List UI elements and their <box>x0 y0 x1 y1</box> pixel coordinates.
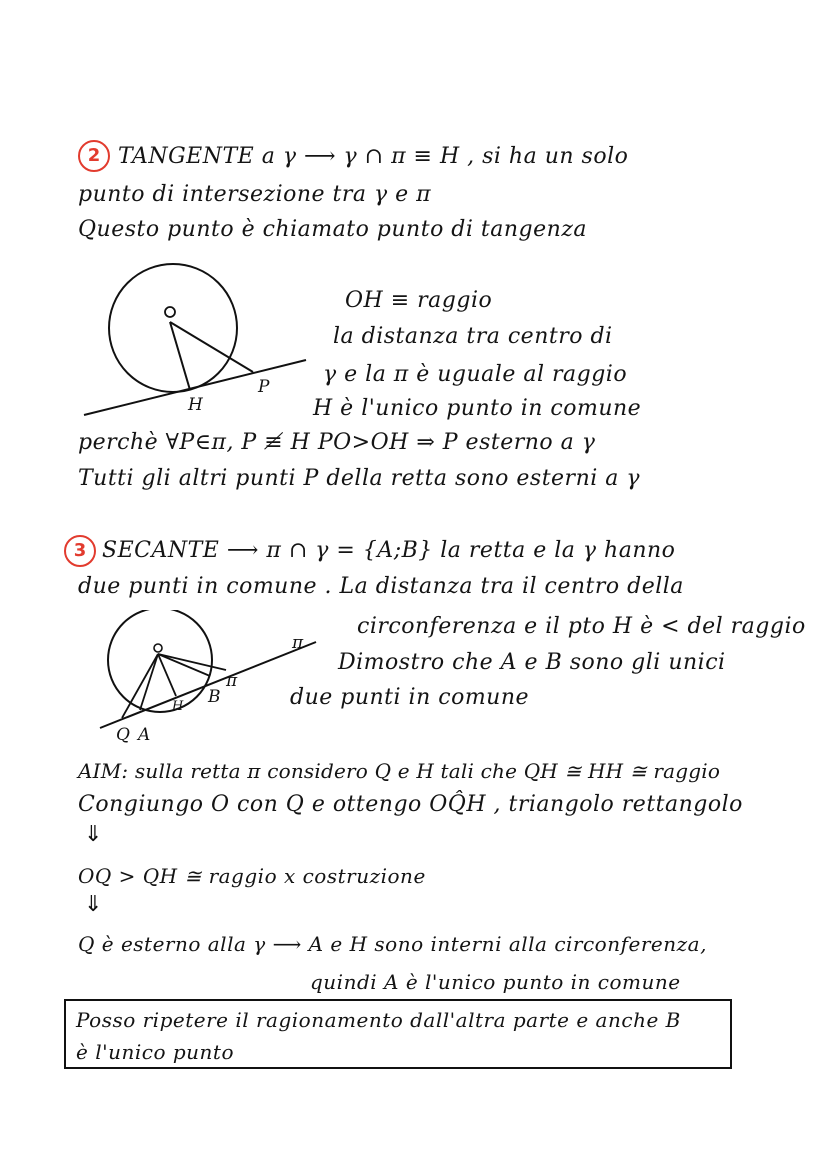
section-2-text-line-4: perchè ∀P∈π, P ≢ H PO>OH ⇒ P esterno a γ <box>78 430 596 455</box>
section-2-number: 2 <box>78 140 110 172</box>
section-2-text-line-5: Tutti gli altri punti P della retta sono esterni a γ <box>78 466 641 491</box>
label-q: Q <box>116 725 130 745</box>
section-3-text-line-3: Congiungo O con Q e ottengo OQ̂H , triangolo rettangolo <box>78 792 743 817</box>
section-3-text-line-5: Q è esterno alla γ ⟶ A e H sono interni alla circonferenza, <box>78 932 707 956</box>
secant-note-2: Dimostro che A e B sono gli unici <box>338 650 726 675</box>
label-pi-near-b: π <box>226 671 238 691</box>
tangent-note-1: OH ≡ raggio <box>345 288 493 313</box>
label-p: P <box>258 377 270 397</box>
section-2-heading: TANGENTE a γ ⟶ γ ∩ π ≡ H , si ha un solo <box>118 144 629 169</box>
secant-circle <box>108 610 212 712</box>
section-2-text-line-3: Questo punto è chiamato punto di tangenza <box>78 217 588 242</box>
tangent-note-2: la distanza tra centro di <box>333 324 613 349</box>
secant-line <box>100 642 316 728</box>
section-2-text-line-2: punto di intersezione tra γ e π <box>78 182 432 207</box>
center-point <box>165 307 175 317</box>
aim-line: AIM: sulla retta π considero Q e H tali che QH ≅ HH ≅ raggio <box>78 759 721 783</box>
label-pi: π <box>292 633 304 653</box>
section-3-number: 3 <box>64 535 96 567</box>
section-3-text-line-6: quindi A è l'unico punto in comune <box>310 970 681 994</box>
secant-note-3: due punti in comune <box>290 685 530 710</box>
label-h: H <box>188 395 203 415</box>
section-3-text-line-4: OQ > QH ≅ raggio x costruzione <box>78 864 426 888</box>
implies-arrow-1: ⇓ <box>84 822 103 847</box>
section-3-heading: SECANTE ⟶ π ∩ γ = {A;B} la retta e la γ hanno <box>102 538 676 563</box>
tangent-note-3: γ e la π è uguale al raggio <box>323 362 628 387</box>
conclusion-line-2: è l'unico punto <box>76 1040 234 1064</box>
tangent-note-4: H è l'unico punto in comune <box>313 396 642 421</box>
tangent-circle <box>109 264 237 392</box>
section-3-text-line-2: due punti in comune . La distanza tra il centro della <box>78 574 684 599</box>
implies-arrow-2: ⇓ <box>84 892 103 917</box>
conclusion-line-1: Posso ripetere il ragionamento dall'altra parte e anche B <box>76 1008 681 1032</box>
label-a: A <box>138 725 151 745</box>
secant-note-1: circonferenza e il pto H è < del raggio <box>357 614 806 639</box>
label-h-secant: H <box>172 699 184 714</box>
secant-figure <box>80 610 330 745</box>
center-point-secant <box>154 644 162 652</box>
label-b: B <box>208 687 221 707</box>
